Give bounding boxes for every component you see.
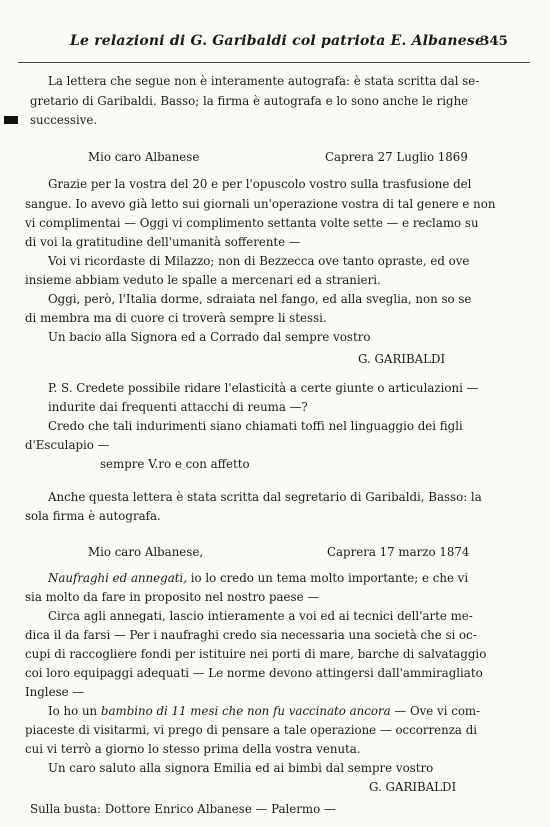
letter1-line: di membra ma di cuore ci troverà sempre li stessi. — [25, 311, 327, 325]
letter1-line: Un bacio alla Signora ed a Corrado dal sempre vostro — [48, 330, 371, 344]
letter2-line: piaceste di visitarmi, vi prego di pensare a tale operazione — occorrenza di — [25, 723, 478, 737]
letter2-line: coi loro equipaggi adequati — Le norme devono attingersi dall'ammiragliato — [25, 666, 483, 680]
letter1-line: Grazie per la vostra del 20 e per l'opuscolo vostro sulla trasfusione del — [48, 177, 472, 191]
letter2-line: Circa agli annegati, lascio intieramente a voi ed ai tecnici dell'arte me- — [48, 609, 473, 623]
letter2-dateline: Caprera 17 marzo 1874 — [327, 545, 470, 559]
letter1-dateline: Caprera 27 Luglio 1869 — [325, 150, 468, 164]
running-header — [70, 33, 508, 55]
letter2-line: dica il da farsi — Per i naufraghi credo sia necessaria una società che si oc- — [25, 628, 477, 642]
note2-line: sola firma è autografa. — [25, 509, 161, 523]
page-number: 345 — [480, 34, 508, 49]
ps-closing: sempre V.ro e con affetto — [100, 457, 250, 471]
ps-line: d'Esculapio — — [25, 438, 110, 452]
note2-line: Anche questa lettera è stata scritta dal segretario di Garibaldi, Basso: la — [48, 490, 482, 504]
intro-line: successive. — [30, 113, 98, 127]
letter2-salutation: Mio caro Albanese, — [88, 545, 204, 559]
header-rule — [18, 62, 530, 63]
letter2-line: cupi di raccogliere fondi per istituire nei porti di mare, barche di salvataggio — [25, 647, 487, 661]
intro-line: La lettera che segue non è interamente autografa: è stata scritta dal se- — [48, 74, 480, 88]
ps-line: P. S. Credete possibile ridare l'elasticità a certe giunte o articulazioni — — [48, 381, 479, 395]
letter2-line-start: Io ho un — [48, 704, 101, 718]
letter1-line: sangue. Io avevo già letto sui giornali un'operazione vostra di tal genere e non — [25, 197, 496, 211]
intro-line: gretario di Garibaldi. Basso; la firma è autografa e lo sono anche le righe — [30, 94, 469, 108]
header-title: Le relazioni di G. Garibaldi col patriota E. Albanese — [70, 33, 485, 49]
letter2-line — [48, 704, 480, 719]
letter1-line: vi complimentai — Oggi vi complimento settanta volte sette — e reclamo su — [25, 216, 479, 230]
letter1-signature: G. GARIBALDI — [358, 352, 446, 366]
letter1-line: di voi la gratitudine dell'umanità sofferente — — [25, 235, 301, 249]
letter1-salutation: Mio caro Albanese — [88, 150, 200, 164]
letter2-italic-phrase: bambino di 11 mesi che non fu vaccinato ancora — [100, 704, 391, 718]
letter2-line: Inglese — — [25, 685, 85, 699]
ps-line: Credo che tali indurimenti siano chiamati toffi nel linguaggio dei figli — [48, 419, 463, 433]
letter2-signature: G. GARIBALDI — [369, 780, 457, 794]
letter2-line: Un caro saluto alla signora Emilia ed ai bimbi dal sempre vostro — [48, 761, 434, 775]
letter2-line: cui vi terrò a giorno lo stesso prima della vostra venuta. — [25, 742, 361, 756]
letter2-line-rest: io lo credo un tema molto importante; e che vi — [187, 571, 469, 585]
letter1-line: Oggi, però, l'Italia dorme, sdraiata nel fango, ed alla sveglia, non so se — [48, 292, 472, 306]
letter2-italic-phrase: Naufraghi ed annegati, — [48, 571, 188, 585]
letter2-line: sia molto da fare in proposito nel nostro paese — — [25, 590, 320, 604]
letter1-line: Voi vi ricordaste di Milazzo; non di Bezzecca ove tanto opraste, ed ove — [48, 254, 470, 268]
margin-mark — [4, 116, 18, 124]
ps-line: indurite dai frequenti attacchi di reuma —? — [48, 400, 308, 414]
envelope-note: Sulla busta: Dottore Enrico Albanese — Palermo — — [30, 802, 336, 816]
letter1-line: insieme abbiam veduto le spalle a mercenari ed a stranieri. — [25, 273, 381, 287]
letter2-line — [48, 571, 468, 586]
letter2-line-end: — Ove vi com- — [390, 704, 481, 718]
